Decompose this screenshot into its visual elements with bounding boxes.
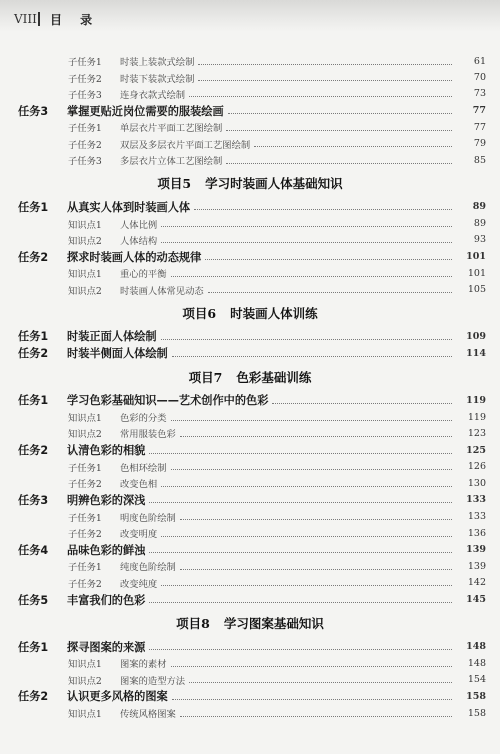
toc-task-entry (0, 392, 500, 409)
dot-leader (198, 80, 452, 81)
entry-code: 任务2 (18, 444, 49, 458)
entry-page-number: 139 (467, 560, 486, 572)
header-divider (38, 12, 40, 26)
dot-leader (161, 486, 452, 487)
entry-code: 知识点2 (68, 675, 102, 687)
toc-subtask-entry (0, 69, 500, 85)
entry-page-number: 61 (473, 55, 486, 67)
entry-title: 时装半侧面人体绘制 (67, 347, 168, 361)
entry-page-number: 148 (466, 641, 486, 653)
entry-title: 人体结构 (120, 235, 158, 247)
entry-page-number: 77 (472, 105, 486, 117)
entry-title: 单层衣片平面工艺图绘制 (120, 123, 223, 135)
dot-leader (172, 699, 452, 700)
entry-code: 子任务3 (68, 156, 102, 168)
entry-code: 任务2 (18, 690, 49, 704)
entry-page-number: 133 (467, 511, 486, 523)
entry-title: 连身衣款式绘制 (120, 89, 186, 101)
entry-title: 时装正面人体绘制 (67, 330, 157, 344)
dot-leader (149, 453, 452, 454)
dot-leader (161, 242, 452, 243)
entry-page-number: 126 (467, 461, 486, 473)
entry-title: 丰富我们的色彩 (67, 593, 146, 607)
dot-leader (161, 339, 452, 340)
entry-page-number: 73 (473, 88, 486, 100)
entry-code: 任务1 (18, 200, 49, 214)
toc-subtask-entry (0, 282, 500, 298)
toc-subtask-entry (0, 152, 500, 168)
dot-leader (208, 292, 452, 293)
entry-page-number: 101 (466, 251, 486, 263)
entry-title: 色彩的分类 (120, 413, 167, 425)
entry-page-number: 139 (466, 544, 486, 556)
dot-leader (194, 209, 452, 210)
entry-title: 学习色彩基础知识——艺术创作中的色彩 (67, 394, 269, 408)
dot-leader (149, 649, 452, 650)
project-number: 项目8 (176, 616, 210, 632)
entry-title: 掌握更贴近岗位需要的服装绘画 (67, 104, 224, 118)
entry-code: 子任务3 (68, 89, 102, 101)
entry-title: 从真实人体到时装画人体 (67, 200, 191, 214)
project-title: 色彩基础训练 (236, 369, 312, 385)
toc-task-entry (0, 198, 500, 215)
dot-leader (198, 64, 452, 65)
entry-title: 明度色阶绘制 (120, 512, 176, 524)
entry-title: 图案的造型方法 (120, 675, 186, 687)
table-of-contents (0, 53, 500, 721)
project-heading (0, 608, 500, 638)
entry-page-number: 130 (467, 477, 486, 489)
toc-subtask-entry (0, 655, 500, 671)
entry-title: 色相环绘制 (120, 462, 167, 474)
entry-title: 重心的平衡 (120, 269, 167, 281)
dot-leader (272, 403, 452, 404)
project-number: 项目5 (157, 176, 192, 192)
entry-title: 改变明度 (120, 529, 158, 541)
toc-subtask-entry (0, 705, 500, 721)
toc-task-entry (0, 345, 500, 362)
entry-title: 改变色相 (120, 479, 158, 491)
toc-task-entry (0, 591, 500, 608)
entry-page-number: 89 (472, 201, 486, 213)
entry-code: 子任务2 (68, 529, 102, 541)
toc-subtask-entry (0, 215, 500, 231)
project-title: 学习时装画人体基础知识 (205, 176, 343, 192)
entry-page-number: 136 (467, 527, 486, 539)
project-heading (0, 168, 500, 198)
dot-leader (226, 163, 452, 164)
entry-title: 时装上装款式绘制 (120, 57, 195, 69)
entry-title: 时装画人体常见动态 (120, 285, 204, 297)
toc-subtask-entry (0, 425, 500, 441)
entry-title: 品味色彩的鲜浊 (67, 543, 146, 557)
entry-title: 探求时装画人体的动态规律 (67, 250, 202, 264)
project-heading (0, 298, 500, 328)
project-title: 时装画人体训练 (230, 305, 318, 321)
entry-page-number: 125 (466, 444, 486, 456)
dot-leader (189, 96, 452, 97)
entry-code: 知识点1 (68, 269, 102, 281)
entry-page-number: 105 (467, 284, 486, 296)
toc-subtask-entry (0, 53, 500, 69)
toc-task-entry (0, 541, 500, 558)
project-heading (0, 362, 500, 392)
entry-code: 任务2 (18, 347, 49, 361)
entry-page-number: 119 (466, 394, 486, 406)
entry-code: 子任务1 (68, 57, 102, 69)
entry-title: 改变纯度 (120, 578, 158, 590)
toc-subtask-entry (0, 671, 500, 687)
toc-task-entry (0, 491, 500, 508)
dot-leader (171, 276, 453, 277)
entry-page-number: 79 (473, 138, 486, 150)
dot-leader (205, 259, 452, 260)
page-number: VIII (14, 12, 37, 26)
entry-title: 认识更多风格的图案 (67, 690, 168, 704)
entry-title: 纯度色阶绘制 (120, 562, 176, 574)
toc-task-entry (0, 638, 500, 655)
entry-page-number: 77 (473, 121, 486, 133)
entry-page-number: 158 (467, 707, 486, 719)
toc-subtask-entry (0, 558, 500, 574)
project-number: 项目6 (182, 305, 217, 321)
dot-leader (228, 113, 452, 114)
toc-task-entry (0, 102, 500, 119)
entry-title: 时装下装款式绘制 (120, 73, 195, 85)
entry-page-number: 158 (466, 690, 486, 702)
dot-leader (180, 519, 452, 520)
dot-leader (161, 226, 452, 227)
entry-code: 知识点1 (68, 413, 102, 425)
entry-page-number: 119 (467, 411, 486, 423)
entry-code: 子任务1 (68, 512, 102, 524)
entry-page-number: 109 (466, 330, 486, 342)
dot-leader (171, 469, 453, 470)
toc-subtask-entry (0, 525, 500, 541)
toc-task-entry (0, 248, 500, 265)
entry-page-number: 114 (466, 347, 486, 359)
entry-code: 子任务2 (68, 73, 102, 85)
entry-code: 知识点2 (68, 429, 102, 441)
entry-title: 常用服装色彩 (120, 429, 176, 441)
toc-subtask-entry (0, 409, 500, 425)
dot-leader (172, 356, 452, 357)
entry-code: 任务1 (18, 640, 49, 654)
entry-title: 人体比例 (120, 219, 158, 231)
entry-page-number: 133 (466, 494, 486, 506)
dot-leader (171, 420, 453, 421)
entry-title: 图案的素材 (120, 659, 167, 671)
toc-subtask-entry (0, 508, 500, 524)
entry-title: 双层及多层衣片平面工艺图绘制 (120, 139, 251, 151)
entry-code: 任务1 (18, 330, 49, 344)
entry-page-number: 101 (467, 267, 486, 279)
entry-page-number: 85 (473, 154, 486, 166)
entry-page-number: 70 (473, 72, 486, 84)
entry-code: 知识点2 (68, 285, 102, 297)
entry-code: 子任务1 (68, 462, 102, 474)
entry-code: 知识点1 (68, 709, 102, 720)
dot-leader (149, 602, 452, 603)
entry-page-number: 93 (473, 234, 486, 246)
entry-page-number: 123 (467, 427, 486, 439)
dot-leader (226, 130, 452, 131)
dot-leader (149, 552, 452, 553)
entry-code: 子任务2 (68, 139, 102, 151)
toc-subtask-entry (0, 136, 500, 152)
dot-leader (180, 436, 452, 437)
dot-leader (189, 682, 452, 683)
entry-code: 任务2 (18, 250, 49, 264)
entry-code: 子任务1 (68, 562, 102, 574)
dot-leader (180, 716, 452, 717)
entry-code: 知识点1 (68, 659, 102, 671)
entry-title: 探寻图案的来源 (67, 640, 146, 654)
toc-subtask-entry (0, 459, 500, 475)
entry-title: 认清色彩的相貌 (67, 444, 146, 458)
header-label: 目 录 (50, 13, 100, 27)
entry-title: 多层衣片立体工艺图绘制 (120, 156, 223, 168)
entry-page-number: 154 (467, 674, 486, 686)
entry-code: 子任务2 (68, 578, 102, 590)
toc-task-entry (0, 328, 500, 345)
toc-task-entry (0, 688, 500, 705)
dot-leader (180, 569, 452, 570)
toc-subtask-entry (0, 86, 500, 102)
entry-code: 子任务1 (68, 123, 102, 135)
toc-subtask-entry (0, 265, 500, 281)
entry-code: 任务4 (18, 543, 49, 557)
entry-title: 传统风格图案 (120, 709, 176, 720)
entry-title: 明辨色彩的深浅 (67, 493, 146, 507)
entry-code: 任务1 (18, 394, 49, 408)
project-number: 项目7 (188, 369, 223, 385)
entry-page-number: 89 (473, 218, 486, 230)
entry-code: 知识点2 (68, 235, 102, 247)
entry-code: 任务3 (18, 493, 49, 507)
project-title: 学习图案基础知识 (223, 616, 324, 632)
dot-leader (254, 146, 452, 147)
toc-subtask-entry (0, 475, 500, 491)
toc-task-entry (0, 442, 500, 459)
entry-page-number: 148 (467, 657, 486, 669)
entry-code: 任务3 (18, 104, 49, 118)
dot-leader (149, 502, 452, 503)
dot-leader (161, 536, 452, 537)
dot-leader (161, 585, 452, 586)
entry-code: 知识点1 (68, 219, 102, 231)
page-header (0, 0, 500, 32)
entry-page-number: 145 (466, 594, 486, 606)
toc-subtask-entry (0, 119, 500, 135)
entry-code: 任务5 (18, 593, 49, 607)
dot-leader (171, 666, 453, 667)
entry-code: 子任务2 (68, 479, 102, 491)
entry-page-number: 142 (467, 577, 486, 589)
toc-subtask-entry (0, 575, 500, 591)
toc-subtask-entry (0, 232, 500, 248)
